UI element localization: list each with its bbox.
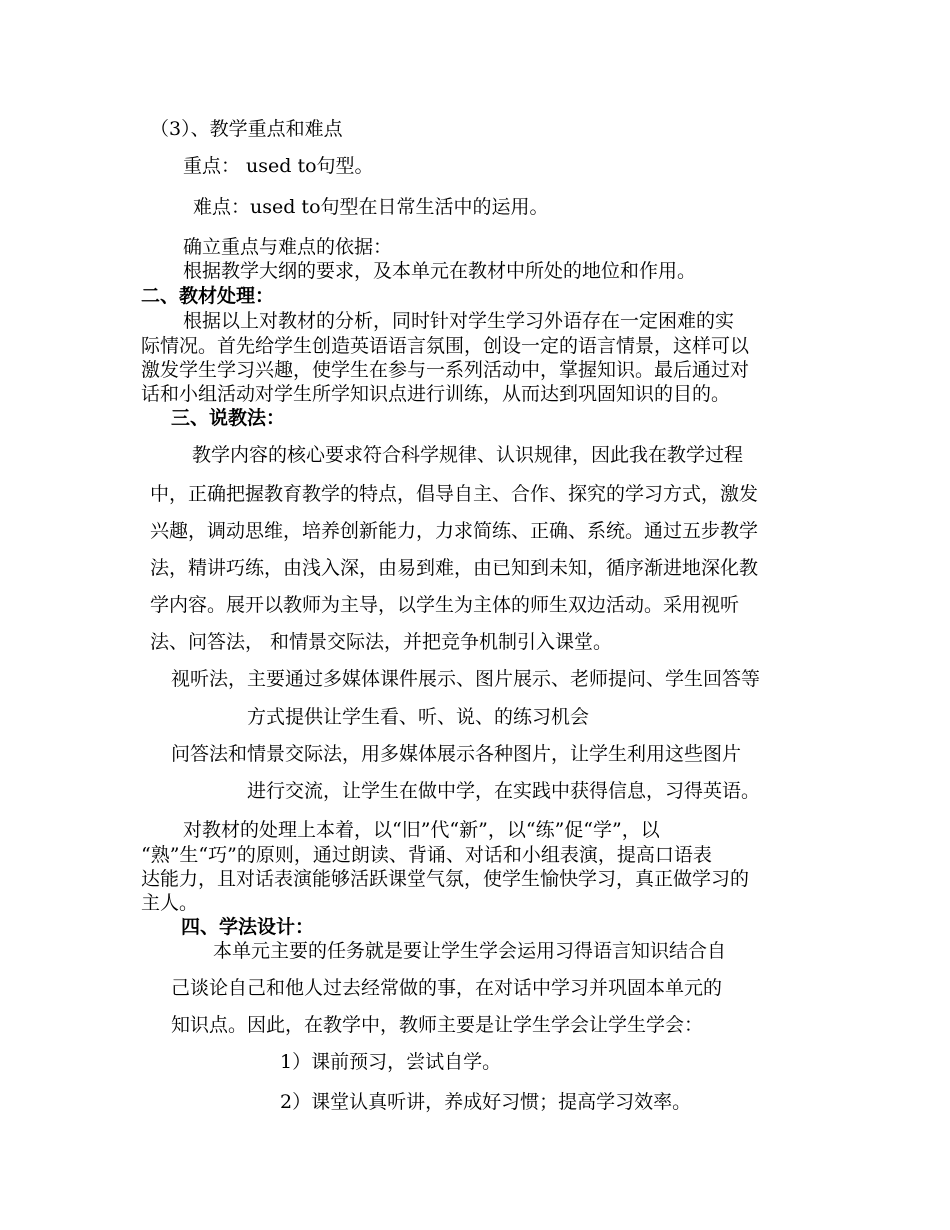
paragraph-line: 话和小组活动对学生所学知识点进行训练，从而达到巩固知识的目的。 xyxy=(141,383,731,405)
difficulty: 难点：used to句型在日常生活中的运用。 xyxy=(193,196,549,218)
paragraph-line: “熟”生“巧”的原则，通过朗读、背诵、对话和小组表演，提高口语表 xyxy=(141,844,712,866)
section-3-heading: （3）、教学重点和难点 xyxy=(150,118,343,140)
qa-method-line: 问答法和情景交际法，用多媒体展示各种图片，让学生利用这些图片 xyxy=(171,743,742,765)
paragraph-line: 法、问答法， 和情景交际法，并把竞争机制引入课堂。 xyxy=(150,631,613,653)
paragraph-line: 兴趣，调动思维，培养创新能力，力求简练、正确、系统。通过五步教学 xyxy=(150,520,759,542)
qa-method-line: 进行交流，让学生在做中学，在实践中获得信息，习得英语。 xyxy=(247,780,761,802)
paragraph-line: 学内容。展开以教师为主导，以学生为主体的师生双边活动。采用视听 xyxy=(150,594,740,616)
av-method-line: 视听法，主要通过多媒体课件展示、图片展示、老师提问、学生回答等 xyxy=(171,668,761,690)
paragraph-line: 己谈论自己和他人过去经常做的事，在对话中学习并巩固本单元的 xyxy=(171,977,723,999)
list-item: 2）课堂认真听讲，养成好习惯；提高学习效率。 xyxy=(280,1091,692,1113)
key-point: 重点： used to句型。 xyxy=(183,155,374,177)
paragraph-line: 激发学生学习兴趣，使学生在参与一系列活动中，掌握知识。最后通过对 xyxy=(141,359,750,381)
paragraph-line: 达能力，且对话表演能够活跃课堂气氛，使学生愉快学习，真正做学习的 xyxy=(141,868,750,890)
paragraph-line: 际情况。首先给学生创造英语语言氛围，创设一定的语言情景，这样可以 xyxy=(141,335,750,357)
paragraph-line: 根据以上对教材的分析，同时针对学生学习外语存在一定困难的实 xyxy=(183,310,735,332)
list-item: 1）课前预习，尝试自学。 xyxy=(280,1051,502,1073)
section-4-heading: 四、学法设计： xyxy=(181,916,315,938)
basis-heading: 确立重点与难点的依据： xyxy=(183,236,393,258)
basis-text: 根据教学大纲的要求，及本单元在教材中所处的地位和作用。 xyxy=(183,260,697,282)
av-method-line: 方式提供让学生看、听、说、的练习机会 xyxy=(247,706,590,728)
paragraph-line: 教学内容的核心要求符合科学规律、认识规律，因此我在教学过程 xyxy=(192,444,744,466)
paragraph-line: 主人。 xyxy=(141,892,199,914)
paragraph-line: 本单元主要的任务就是要让学生学会运用习得语言知识结合自 xyxy=(213,940,727,962)
paragraph-line: 中，正确把握教育教学的特点，倡导自主、合作、探究的学习方式，激发 xyxy=(150,483,759,505)
section-3-title: 三、说教法： xyxy=(171,407,286,429)
paragraph-line: 知识点。因此，在教学中，教师主要是让学生学会让学生学会： xyxy=(171,1014,704,1036)
paragraph-line: 对教材的处理上本着，以“旧”代“新”，以“练”促“学”，以 xyxy=(183,819,660,841)
paragraph-line: 法，精讲巧练，由浅入深，由易到难，由已知到未知，循序渐进地深化教 xyxy=(150,557,759,579)
section-2-heading: 二、教材处理： xyxy=(141,285,275,307)
